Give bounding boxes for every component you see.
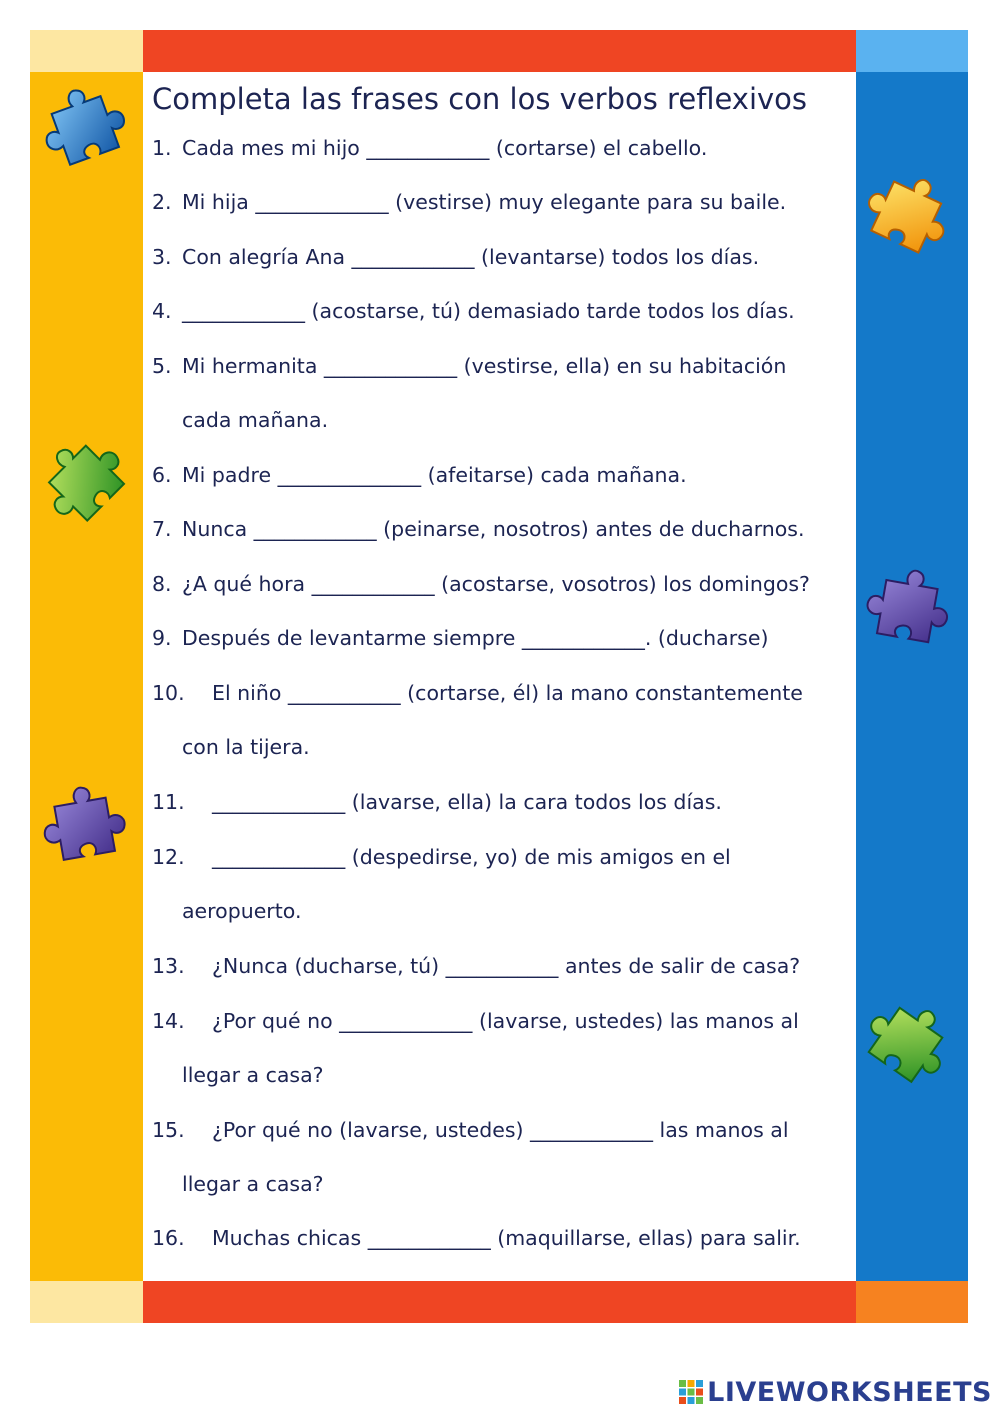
item-number: 8. <box>152 572 172 596</box>
item-text: _____________ (despedirse, yo) de mis amigos en el <box>212 845 731 869</box>
item-number: 3. <box>152 245 172 269</box>
item-number: 12. <box>152 845 185 869</box>
exercise-item-14 <box>152 1009 799 1033</box>
exercise-item-1 <box>152 136 707 160</box>
logo-grid-icon <box>678 1379 704 1405</box>
exercise-item-13 <box>152 954 800 978</box>
exercise-item-10 <box>152 681 803 705</box>
exercise-item-15 <box>152 1118 789 1142</box>
item-text: ¿Por qué no (lavarse, ustedes) ____________ las manos al <box>212 1118 789 1142</box>
exercise-item-3 <box>152 245 759 269</box>
item-number: 6. <box>152 463 172 487</box>
item-14-continuation: llegar a casa? <box>182 1063 324 1087</box>
worksheet-title: Completa las frases con los verbos reflexivos <box>152 82 808 116</box>
exercise-item-12 <box>152 845 731 869</box>
item-text: ¿Por qué no _____________ (lavarse, ustedes) las manos al <box>212 1009 799 1033</box>
puzzle-piece-green-icon <box>38 436 128 526</box>
exercise-item-6 <box>152 463 687 487</box>
item-text: Mi hija _____________ (vestirse) muy elegante para su baile. <box>182 190 787 214</box>
item-10-continuation: con la tijera. <box>182 735 310 759</box>
item-text: El niño ___________ (cortarse, él) la mano constantemente <box>212 681 803 705</box>
item-number: 11. <box>152 790 185 814</box>
item-number: 7. <box>152 517 172 541</box>
item-5-continuation: cada mañana. <box>182 408 329 432</box>
item-12-continuation: aeropuerto. <box>182 899 302 923</box>
exercise-item-8 <box>152 572 810 596</box>
item-text: Mi hermanita _____________ (vestirse, ella) en su habitación <box>182 354 787 378</box>
item-15-continuation: llegar a casa? <box>182 1172 324 1196</box>
item-number: 9. <box>152 626 172 650</box>
item-number: 4. <box>152 299 172 323</box>
item-text: ¿A qué hora ____________ (acostarse, vosotros) los domingos? <box>182 572 810 596</box>
exercise-item-2 <box>152 190 786 214</box>
item-number: 15. <box>152 1118 185 1142</box>
puzzle-piece-purple-icon <box>862 562 952 652</box>
exercise-item-9 <box>152 626 768 650</box>
item-number: 10. <box>152 681 185 705</box>
puzzle-piece-green-icon <box>862 996 952 1086</box>
item-number: 14. <box>152 1009 185 1033</box>
item-number: 16. <box>152 1226 185 1250</box>
left-band <box>30 72 143 1281</box>
puzzle-piece-orange-icon <box>862 168 952 258</box>
corner-top-right <box>856 30 968 72</box>
puzzle-piece-purple-icon <box>38 780 128 870</box>
item-text: Después de levantarme siempre ____________. (ducharse) <box>182 626 769 650</box>
exercise-item-4 <box>152 299 795 323</box>
top-band <box>143 30 856 72</box>
item-number: 13. <box>152 954 185 978</box>
item-text: ¿Nunca (ducharse, tú) ___________ antes de salir de casa? <box>212 954 801 978</box>
exercise-item-16 <box>152 1226 801 1250</box>
logo-text: LIVEWORKSHEETS <box>707 1376 992 1408</box>
item-number: 1. <box>152 136 172 160</box>
item-text: Mi padre ______________ (afeitarse) cada mañana. <box>182 463 687 487</box>
item-text: _____________ (lavarse, ella) la cara todos los días. <box>212 790 722 814</box>
corner-bottom-right <box>856 1281 968 1323</box>
item-text: Con alegría Ana ____________ (levantarse) todos los días. <box>182 245 760 269</box>
item-number: 5. <box>152 354 172 378</box>
corner-bottom-left <box>30 1281 143 1323</box>
corner-top-left <box>30 30 143 72</box>
item-text: Nunca ____________ (peinarse, nosotros) antes de ducharnos. <box>182 517 805 541</box>
exercise-item-7 <box>152 517 805 541</box>
item-text: ____________ (acostarse, tú) demasiado tarde todos los días. <box>182 299 795 323</box>
exercise-item-5 <box>152 354 786 378</box>
bottom-band <box>143 1281 856 1323</box>
item-text: Cada mes mi hijo ____________ (cortarse) el cabello. <box>182 136 708 160</box>
puzzle-piece-blue-icon <box>38 82 128 172</box>
item-number: 2. <box>152 190 172 214</box>
liveworksheets-logo <box>678 1375 992 1409</box>
exercise-item-11 <box>152 790 722 814</box>
item-text: Muchas chicas ____________ (maquillarse, ellas) para salir. <box>212 1226 801 1250</box>
